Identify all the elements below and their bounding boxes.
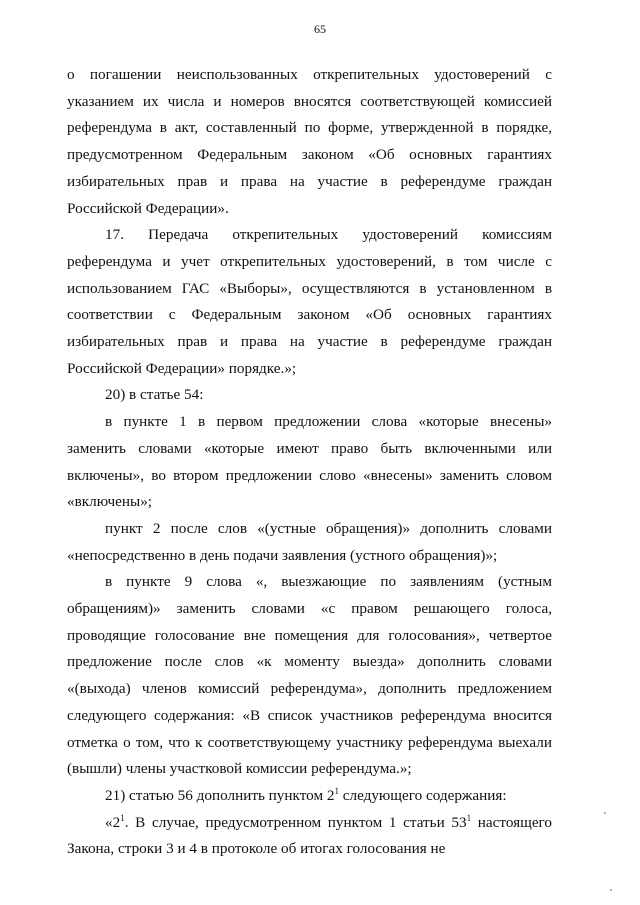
paragraph-2: 17. Передача открепительных удостоверений комиссиям референдума и учет открепительных удостоверений, в том числе с использованием ГАС «Выборы», осуществляются в установленном в соответствии с Федеральным законом «Об основных гарантиях избирательных прав и права на участие в референдуме граждан Российской Федерации» порядке.»; [67,226,552,377]
paragraph-8-text-end: настоящего Закона, строки 3 и 4 в протоколе об итогах голосования не [67,813,553,858]
paragraph-7 [67,783,552,810]
paragraph-8-text-middle: . В случае, предусмотренном пунктом 1 статьи 53 [124,813,467,831]
paragraph-1: о погашении неиспользованных открепительных удостоверений с указанием их числа и номеров вносятся соответствующей комиссией референдума в акт, составленный по форме, утвержденной в порядке, предусмотренном Федеральным законом «Об основных гарантиях избирательных прав и права на участие в референдуме граждан Российской Федерации». [67,66,552,217]
superscript-1: 1 [466,812,472,823]
document-body [67,62,552,863]
superscript-1: 1 [334,785,339,796]
paragraph-6: в пункте 9 слова «, выезжающие по заявлениям (устным обращениям)» заменить словами «с правом решающего голоса, проводящие голосование вне помещения для голосования», четвертое предложение после слов «к моменту выезда» дополнить словами «(выхода) членов комиссий референдума», дополнить предложением следующего содержания: «В список участников референдума вносится отметка о том, что к соответствующему участнику референдума выехали (вышли) члены участковой комиссии референдума.»; [67,573,552,778]
paragraph-8 [67,810,552,863]
scan-speck [604,812,606,814]
paragraph-4: в пункте 1 в первом предложении слова «которые внесены» заменить словами «которые имеют право быть включенными или включены», во втором предложении слово «внесены» заменить словом «включены»; [67,413,552,511]
scan-speck [610,889,612,891]
paragraph-8-text-start: «2 [105,813,121,831]
paragraph-7-text-start: 21) статью 56 дополнить пунктом 2 [105,786,335,804]
paragraph-5: пункт 2 после слов «(устные обращения)» дополнить словами «непосредственно в день подачи заявления (устного обращения)»; [67,519,552,564]
paragraph-7-text-end: следующего содержания: [338,786,507,804]
paragraph-3: 20) в статье 54: [105,386,204,404]
page-number: 65 [314,22,326,36]
superscript-1: 1 [120,812,125,823]
